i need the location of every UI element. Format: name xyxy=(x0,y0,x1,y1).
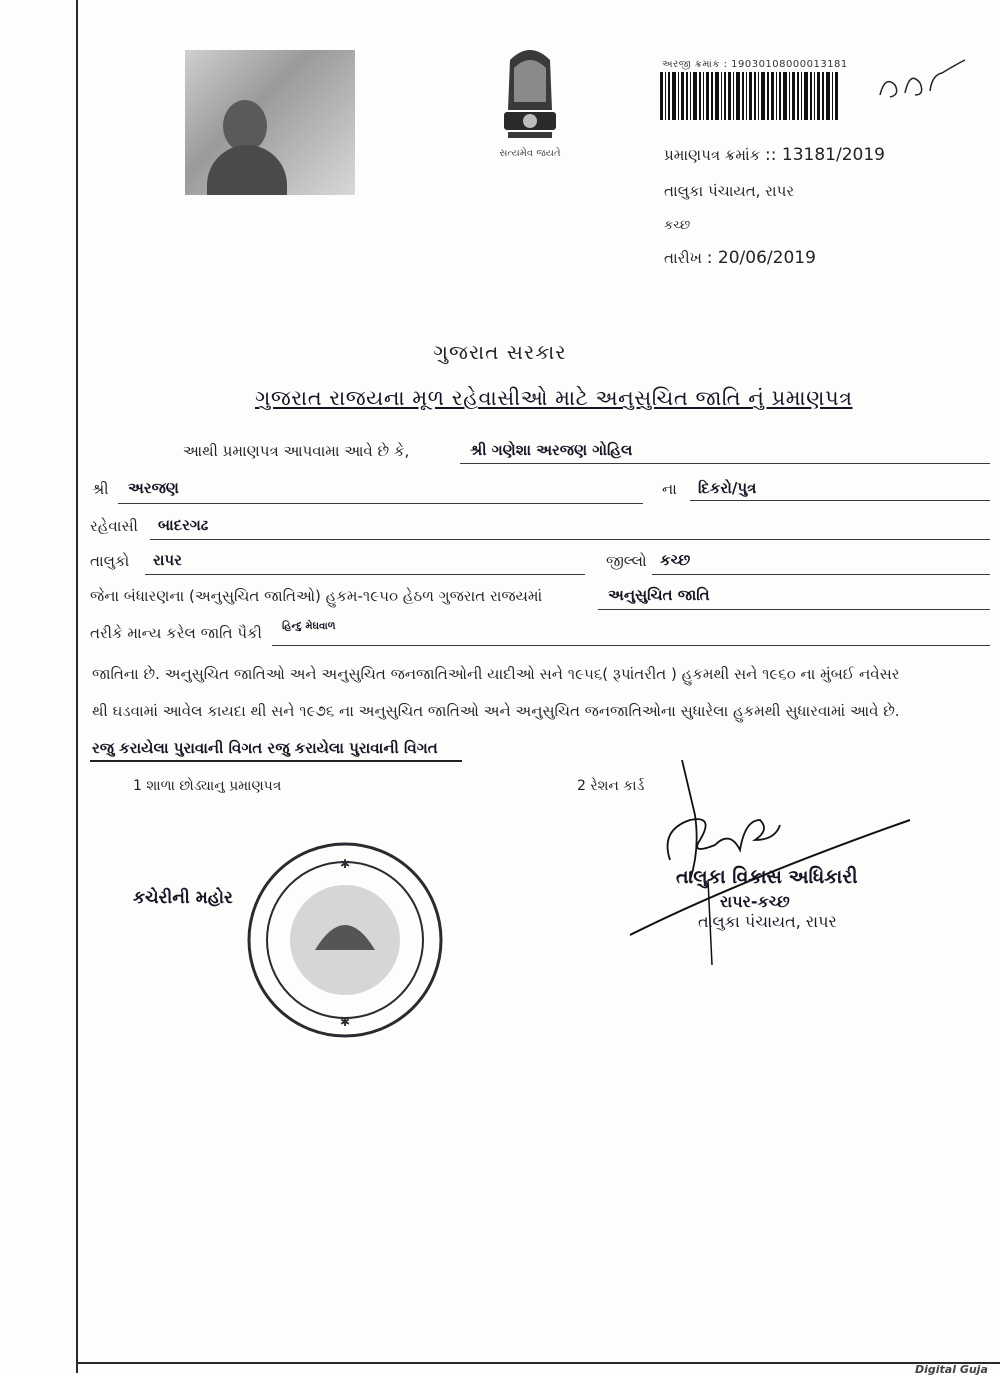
order-value: અનુસુચિત જાતિ xyxy=(608,586,710,604)
relation-label: ના xyxy=(662,480,677,498)
svg-text:854: 854 xyxy=(885,97,887,98)
cert-no-label: પ્રમાણપત્ર ક્રમાંક xyxy=(664,146,761,164)
taluka-value: રાપર xyxy=(153,551,182,569)
documents-title: રજુ કરાયેલા પુરાવાની વિગત રજુ કરાયેલા પુરાવાની વિગત xyxy=(92,739,438,757)
page-border-left xyxy=(76,0,78,1373)
body-line-1: જાતિના છે. અનુસુચિત જાતિઓ અને અનુસુચિત જનજાતિઓની યાદીઓ સને ૧૯૫૬( રૂપાંતરીત ) હુકમથી સને ૧૯૬૦ ના મુંબઈ નવેસર xyxy=(92,665,900,683)
caste-rule xyxy=(272,645,990,646)
cert-no-value: :: 13181/2019 xyxy=(765,145,885,165)
order-rule xyxy=(598,609,990,610)
certificate-number xyxy=(664,145,885,165)
applicant-name: શ્રી ગણેશા અરજણ ગોહિલ xyxy=(470,441,633,459)
office-seal-stamp xyxy=(245,840,445,1040)
name-rule xyxy=(460,463,990,464)
order-label: જેના બંધારણના (અનુસુચિત જાતિઓ) હુકમ-૧૯૫૦ હેઠળ ગુજરાત રાજયમાં xyxy=(90,587,543,605)
applicant-photo xyxy=(185,50,355,195)
taluka-label: તાલુકો xyxy=(90,552,130,570)
relation-value: દિકરો/પુત્ર xyxy=(698,479,757,497)
issuing-district: કચ્છ xyxy=(664,218,691,233)
date-label: તારીખ xyxy=(664,249,702,267)
body-line-2: થી ઘડવામાં આવેલ કાયદા થી સને ૧૯૭૬ ના અનુસુચિત જાતિઓ અને અનુસુચિત જનજાતિઓના સુધારેલા હુકમથી સુધારવામાં આવે છે. xyxy=(92,702,900,720)
officer-title: તાલુકા વિકાસ અધિકારી xyxy=(676,866,858,888)
office-seal-label: કચેરીની મહોર xyxy=(133,888,233,908)
page-border-bottom xyxy=(76,1362,1000,1364)
resident-value: બાદરગઢ xyxy=(158,516,209,534)
officer-signature xyxy=(620,760,920,970)
officer-office: તાલુકા પંચાયત, રાપર xyxy=(698,912,837,931)
father-rule xyxy=(118,503,643,504)
svg-text:✱: ✱ xyxy=(339,1015,351,1029)
footer-brand: Digital Guja xyxy=(915,1363,988,1376)
date-value: : 20/06/2019 xyxy=(706,248,816,268)
caste-label: તરીકે માન્ય કરેલ જાતિ પૈકી xyxy=(90,624,262,642)
issue-date xyxy=(664,248,816,268)
government-title: ગુજરાત સરકાર xyxy=(433,340,567,364)
father-prefix: શ્રી xyxy=(92,480,109,498)
resident-label: રહેવાસી xyxy=(90,517,138,535)
district-value: કચ્છ xyxy=(660,551,691,569)
relation-rule xyxy=(690,500,990,501)
barcode-label: અરજી ક્રમાંક : 19030108000013181 xyxy=(662,59,848,70)
taluka-rule xyxy=(145,574,585,575)
district-rule xyxy=(652,574,990,575)
handwritten-number xyxy=(870,55,970,105)
certificate-title: ગુજરાત રાજયના મૂળ રહેવાસીઓ માટે અનુસુચિત જાતિ નું પ્રમાણપત્ર xyxy=(255,386,853,410)
documents-underline xyxy=(90,760,462,762)
intro-label: આથી પ્રમાણપત્ર આપવામા આવે છે કે, xyxy=(183,442,410,460)
resident-rule xyxy=(150,539,990,540)
emblem-caption: સત્યમેવ જયતે xyxy=(499,148,561,159)
document-item: 2 રેશન કાર્ડ xyxy=(577,778,645,794)
national-emblem-icon xyxy=(490,40,570,160)
caste-value: હિન્દુ મેઘવાળ xyxy=(282,621,336,632)
officer-place: રાપર-કચ્છ xyxy=(720,892,790,911)
svg-text:✱: ✱ xyxy=(339,857,351,871)
barcode xyxy=(660,72,840,120)
document-item: 1 શાળા છોડ્યાનુ પ્રમાણપત્ર xyxy=(133,778,282,794)
issuing-office: તાલુકા પંચાયત, રાપર xyxy=(664,182,795,200)
district-label: જીલ્લો xyxy=(606,552,647,570)
father-name: અરજણ xyxy=(128,479,179,497)
